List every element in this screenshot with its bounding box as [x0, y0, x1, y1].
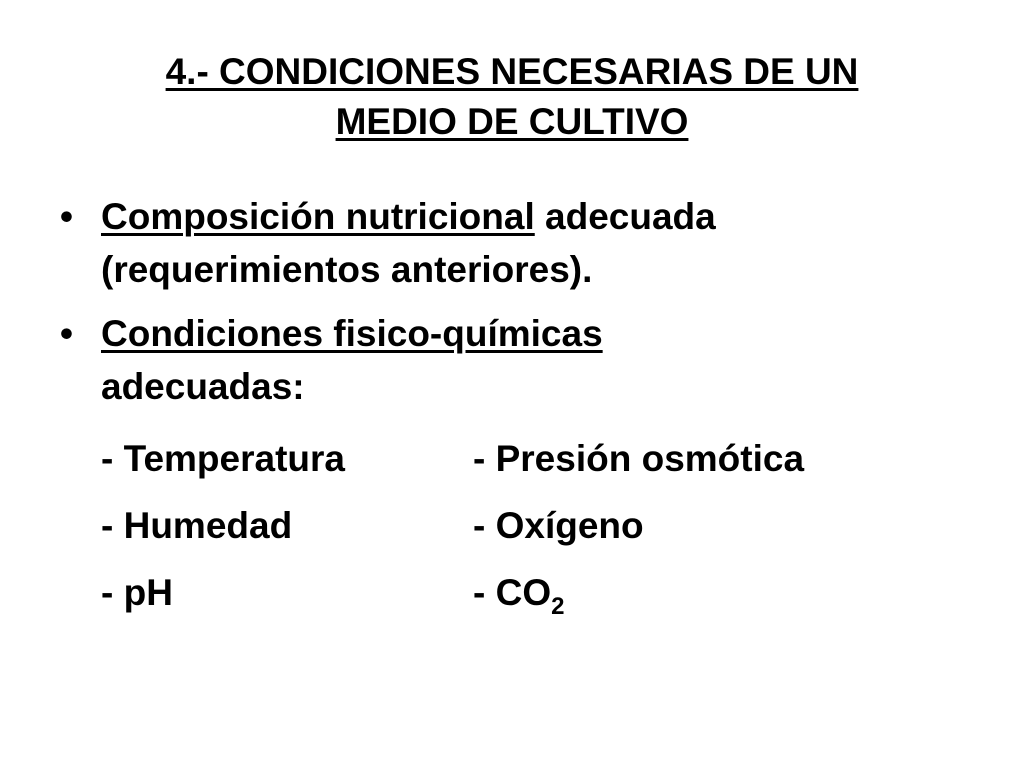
bullet-underlined-term: Composición nutricional [101, 196, 535, 237]
conditions-row [101, 492, 913, 559]
bullet-condiciones [60, 307, 980, 413]
bullet-list [60, 190, 980, 424]
slide-title-line-2: MEDIO DE CULTIVO [335, 101, 689, 142]
slide-title-line-1: 4.- CONDICIONES NECESARIAS DE UN [165, 51, 859, 92]
bullet-text-continuation: adecuadas: [101, 366, 305, 407]
bullet-text: adecuada [534, 196, 716, 237]
bullet-underlined-term: Condiciones fisico-químicas [101, 313, 603, 354]
bullet-text-continuation: (requerimientos anteriores). [101, 249, 593, 290]
condition-humedad: - Humedad [101, 505, 293, 546]
condition-co2-text: - CO [473, 572, 552, 613]
condition-presion-osmotica: - Presión osmótica [473, 438, 805, 479]
condition-oxigeno: - Oxígeno [473, 505, 644, 546]
bullet-composicion [60, 190, 980, 296]
bullet-dot-icon: • [60, 196, 73, 237]
condition-temperatura: - Temperatura [101, 438, 345, 479]
condition-ph: - pH [101, 572, 173, 613]
conditions-row [101, 559, 913, 626]
conditions-row [101, 425, 913, 492]
slide-title [40, 47, 984, 147]
bullet-dot-icon: • [60, 313, 73, 354]
conditions-list [101, 425, 913, 626]
condition-co2-subscript: 2 [551, 593, 565, 620]
condition-co2 [473, 559, 913, 626]
